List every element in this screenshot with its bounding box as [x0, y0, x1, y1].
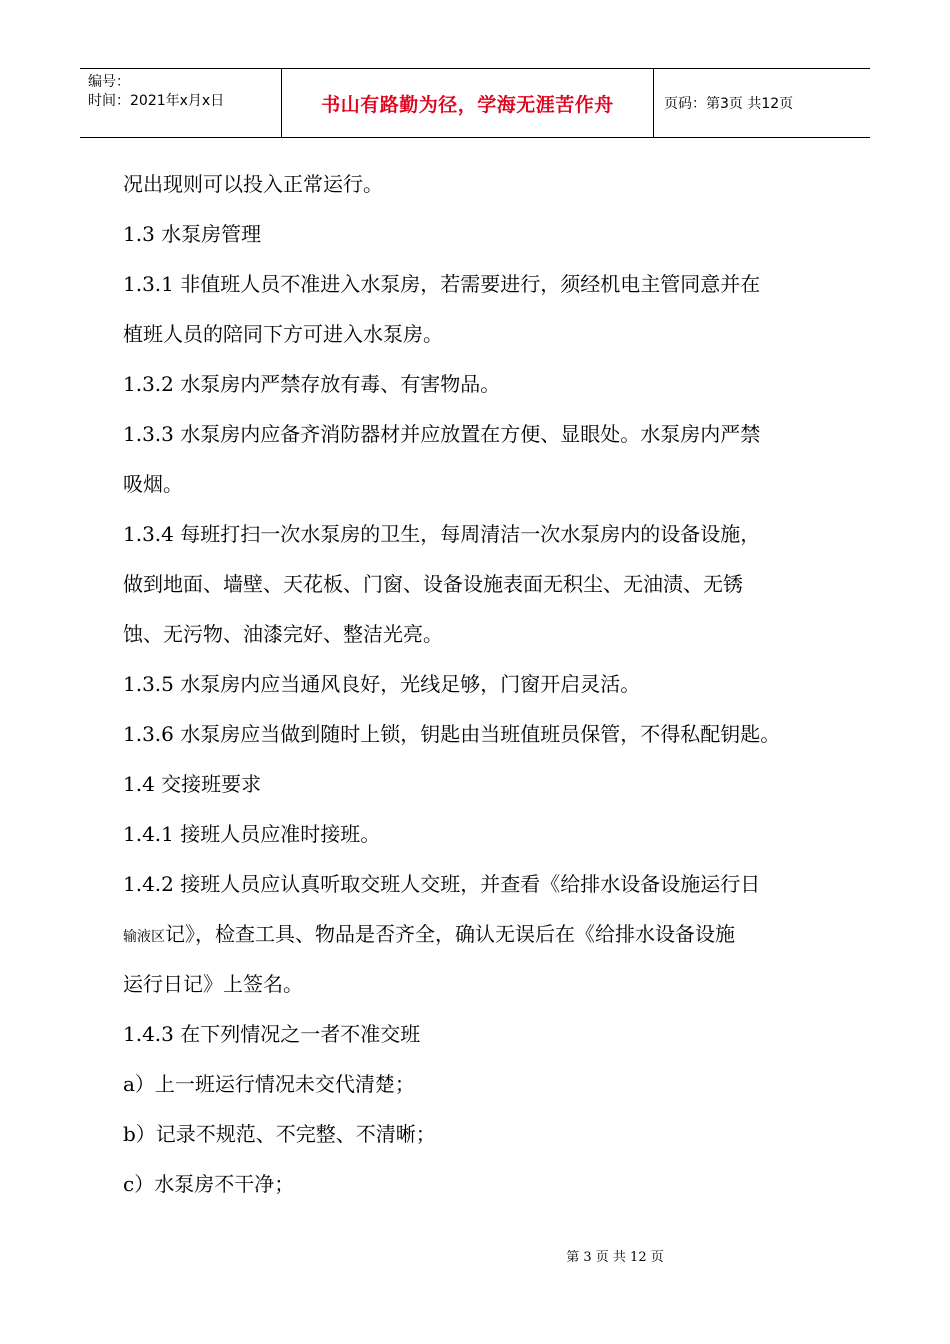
- body-line: 1.3.6 水泵房应当做到随时上锁，钥匙由当班值班员保管，不得私配钥匙。: [123, 722, 781, 746]
- body-line: 1.4.3 在下列情况之一者不准交班: [123, 1022, 421, 1046]
- body-line: 运行日记》上签名。: [123, 972, 303, 996]
- document-body: [123, 165, 843, 1215]
- body-line: 1.3.2 水泵房内严禁存放有毒、有害物品。: [123, 372, 501, 396]
- body-line: 1.4.2 接班人员应认真听取交班人交班，并查看《给排水设备设施运行日: [123, 872, 761, 896]
- body-line-text: 记》，检查工具、物品是否齐全，确认无误后在《给排水设备设施: [165, 922, 735, 946]
- body-line: 蚀、无污物、油漆完好、整洁光亮。: [123, 622, 443, 646]
- list-item: b）记录不规范、不完整、不清晰；: [123, 1122, 436, 1146]
- body-line: 吸烟。: [123, 472, 183, 496]
- header-page-info: 页码：第3页 共12页: [664, 96, 794, 112]
- section-heading: 1.4 交接班要求: [123, 772, 262, 796]
- page-footer: 第 3 页 共 12 页: [566, 1250, 664, 1265]
- body-line: 况出现则可以投入正常运行。: [123, 172, 383, 196]
- list-item: a）上一班运行情况未交代清楚；: [123, 1072, 415, 1096]
- document-time-label: 时间：2021年x月x日: [88, 93, 225, 109]
- body-line: 做到地面、墙壁、天花板、门窗、设备设施表面无积尘、无油渍、无锈: [123, 572, 743, 596]
- body-line: 1.3.1 非值班人员不准进入水泵房，若需要进行，须经机电主管同意并在: [123, 272, 761, 296]
- header-motto: 书山有路勤为径，学海无涯苦作舟: [321, 93, 614, 116]
- body-line: 1.3.4 每班打扫一次水泵房的卫生，每周清洁一次水泵房内的设备设施，: [123, 522, 761, 546]
- small-prefix-text: 输液区: [123, 929, 165, 945]
- header-page-info-cell: [654, 69, 870, 137]
- body-line: 植班人员的陪同下方可进入水泵房。: [123, 322, 443, 346]
- header-meta-cell: [80, 69, 282, 137]
- page-header: [80, 68, 870, 138]
- body-line: 1.4.1 接班人员应准时接班。: [123, 822, 381, 846]
- body-line: 1.3.3 水泵房内应备齐消防器材并应放置在方便、显眼处。水泵房内严禁: [123, 422, 761, 446]
- document-number-label: 编号：: [88, 74, 130, 90]
- body-line: 1.3.5 水泵房内应当通风良好，光线足够，门窗开启灵活。: [123, 672, 641, 696]
- section-heading: 1.3 水泵房管理: [123, 222, 262, 246]
- list-item: c）水泵房不干净；: [123, 1172, 295, 1196]
- body-line: [123, 915, 843, 965]
- header-motto-cell: [282, 69, 654, 137]
